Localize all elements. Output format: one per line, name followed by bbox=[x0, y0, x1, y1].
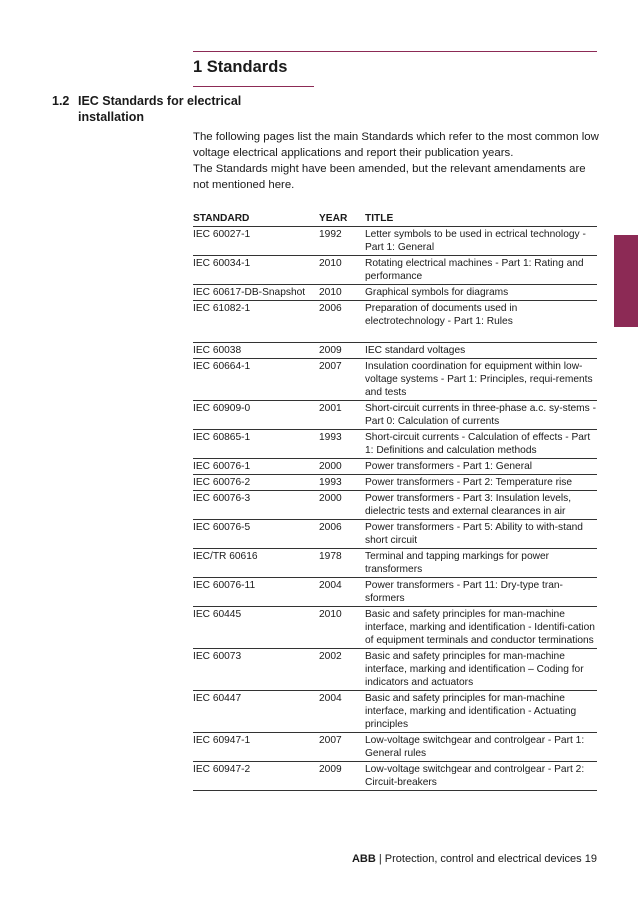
title-cell: Power transformers - Part 11: Dry-type tran-sformers bbox=[365, 578, 597, 607]
table-row bbox=[193, 607, 597, 649]
table-row bbox=[193, 227, 597, 256]
title-cell: Power transformers - Part 3: Insulation levels, dielectric tests and external clearances in air bbox=[365, 491, 597, 520]
table-row bbox=[193, 459, 597, 475]
footer-brand: ABB bbox=[351, 853, 376, 865]
year-cell: 2000 bbox=[319, 491, 365, 520]
year-cell: 1978 bbox=[319, 549, 365, 578]
table-row bbox=[193, 549, 597, 578]
top-rule bbox=[193, 51, 597, 52]
standard-cell: IEC 60034-1 bbox=[193, 256, 319, 285]
year-cell: 2001 bbox=[319, 401, 365, 430]
year-cell: 2007 bbox=[319, 733, 365, 762]
section-number: 1.2 bbox=[52, 94, 70, 108]
table-row bbox=[193, 256, 597, 285]
table-row bbox=[193, 359, 597, 401]
table-row bbox=[193, 475, 597, 491]
year-cell: 2009 bbox=[319, 762, 365, 791]
table-row bbox=[193, 491, 597, 520]
table-row bbox=[193, 691, 597, 733]
title-cell: Low-voltage switchgear and controlgear - Part 1: General rules bbox=[365, 733, 597, 762]
standards-table bbox=[193, 211, 597, 791]
table-row bbox=[193, 301, 597, 343]
standard-cell: IEC 60947-1 bbox=[193, 733, 319, 762]
year-cell: 2010 bbox=[319, 256, 365, 285]
title-cell: Short-circuit currents - Calculation of effects - Part 1: Definitions and calculation methods bbox=[365, 430, 597, 459]
standard-cell: IEC 60073 bbox=[193, 649, 319, 691]
standard-cell: IEC 60617-DB-Snapshot bbox=[193, 285, 319, 301]
title-cell: Low-voltage switchgear and controlgear - Part 2: Circuit-breakers bbox=[365, 762, 597, 791]
section-title-line2: installation bbox=[78, 110, 144, 124]
standard-cell: IEC 60076-5 bbox=[193, 520, 319, 549]
section-heading bbox=[52, 93, 241, 125]
title-cell: Terminal and tapping markings for power transformers bbox=[365, 549, 597, 578]
year-cell: 2002 bbox=[319, 649, 365, 691]
title-cell: Rotating electrical machines - Part 1: Rating and performance bbox=[365, 256, 597, 285]
standard-cell: IEC 60947-2 bbox=[193, 762, 319, 791]
year-cell: 2000 bbox=[319, 459, 365, 475]
chapter-rule bbox=[193, 86, 314, 87]
footer-separator: | bbox=[378, 853, 382, 865]
chapter-title: 1 Standards bbox=[193, 58, 288, 76]
year-cell: 2006 bbox=[319, 520, 365, 549]
header-year: YEAR bbox=[319, 211, 365, 227]
year-cell: 2004 bbox=[319, 578, 365, 607]
year-cell: 2010 bbox=[319, 285, 365, 301]
year-cell: 1993 bbox=[319, 475, 365, 491]
standard-cell: IEC/TR 60616 bbox=[193, 549, 319, 578]
intro-text bbox=[193, 129, 603, 193]
header-title: TITLE bbox=[365, 211, 597, 227]
standard-cell: IEC 60664-1 bbox=[193, 359, 319, 401]
year-cell: 2007 bbox=[319, 359, 365, 401]
standard-cell: IEC 60865-1 bbox=[193, 430, 319, 459]
standard-cell: IEC 61082-1 bbox=[193, 301, 319, 343]
year-cell: 2004 bbox=[319, 691, 365, 733]
title-cell: Basic and safety principles for man-machine interface, marking and identification – Coding for indicators and actuators bbox=[365, 649, 597, 691]
title-cell: Basic and safety principles for man-machine interface, marking and identification - Identifi-cation of equipment terminals and conductor terminations bbox=[365, 607, 597, 649]
standard-cell: IEC 60027-1 bbox=[193, 227, 319, 256]
title-cell: Basic and safety principles for man-machine interface, marking and identification - Actuating principles bbox=[365, 691, 597, 733]
title-cell: Graphical symbols for diagrams bbox=[365, 285, 597, 301]
title-cell: Power transformers - Part 1: General bbox=[365, 459, 597, 475]
standard-cell: IEC 60076-2 bbox=[193, 475, 319, 491]
table-row bbox=[193, 285, 597, 301]
table-row bbox=[193, 401, 597, 430]
year-cell: 1993 bbox=[319, 430, 365, 459]
table-row bbox=[193, 520, 597, 549]
table-row bbox=[193, 762, 597, 791]
title-cell: Letter symbols to be used in ectrical technology - Part 1: General bbox=[365, 227, 597, 256]
standard-cell: IEC 60447 bbox=[193, 691, 319, 733]
year-cell: 2010 bbox=[319, 607, 365, 649]
standard-cell: IEC 60076-3 bbox=[193, 491, 319, 520]
standard-cell: IEC 60076-1 bbox=[193, 459, 319, 475]
intro-paragraph-2: The Standards might have been amended, but the relevant amendaments are not mentioned here. bbox=[193, 163, 586, 191]
standard-cell: IEC 60445 bbox=[193, 607, 319, 649]
title-cell: Power transformers - Part 2: Temperature rise bbox=[365, 475, 597, 491]
table-row bbox=[193, 343, 597, 359]
year-cell: 1992 bbox=[319, 227, 365, 256]
title-cell: Short-circuit currents in three-phase a.c. sy-stems - Part 0: Calculation of currents bbox=[365, 401, 597, 430]
chapter-side-tab bbox=[614, 235, 638, 327]
table-row bbox=[193, 578, 597, 607]
page-number: 19 bbox=[584, 853, 597, 865]
title-cell: IEC standard voltages bbox=[365, 343, 597, 359]
table-row bbox=[193, 733, 597, 762]
section-title-line1: IEC Standards for electrical bbox=[78, 94, 242, 108]
title-cell: Preparation of documents used in electrotechnology - Part 1: Rules bbox=[365, 301, 597, 343]
table-header-row bbox=[193, 211, 597, 227]
table-row bbox=[193, 430, 597, 459]
year-cell: 2009 bbox=[319, 343, 365, 359]
year-cell: 2006 bbox=[319, 301, 365, 343]
header-standard: STANDARD bbox=[193, 211, 319, 227]
standard-cell: IEC 60076-11 bbox=[193, 578, 319, 607]
footer-text: Protection, control and electrical devices bbox=[384, 853, 582, 865]
page-footer bbox=[352, 853, 597, 865]
standard-cell: IEC 60038 bbox=[193, 343, 319, 359]
intro-paragraph-1: The following pages list the main Standards which refer to the most common low voltage electrical applications and report their publication years. bbox=[193, 131, 599, 159]
title-cell: Insulation coordination for equipment within low-voltage systems - Part 1: Principles, requi-rements and tests bbox=[365, 359, 597, 401]
standard-cell: IEC 60909-0 bbox=[193, 401, 319, 430]
title-cell: Power transformers - Part 5: Ability to with-stand short circuit bbox=[365, 520, 597, 549]
table-row bbox=[193, 649, 597, 691]
